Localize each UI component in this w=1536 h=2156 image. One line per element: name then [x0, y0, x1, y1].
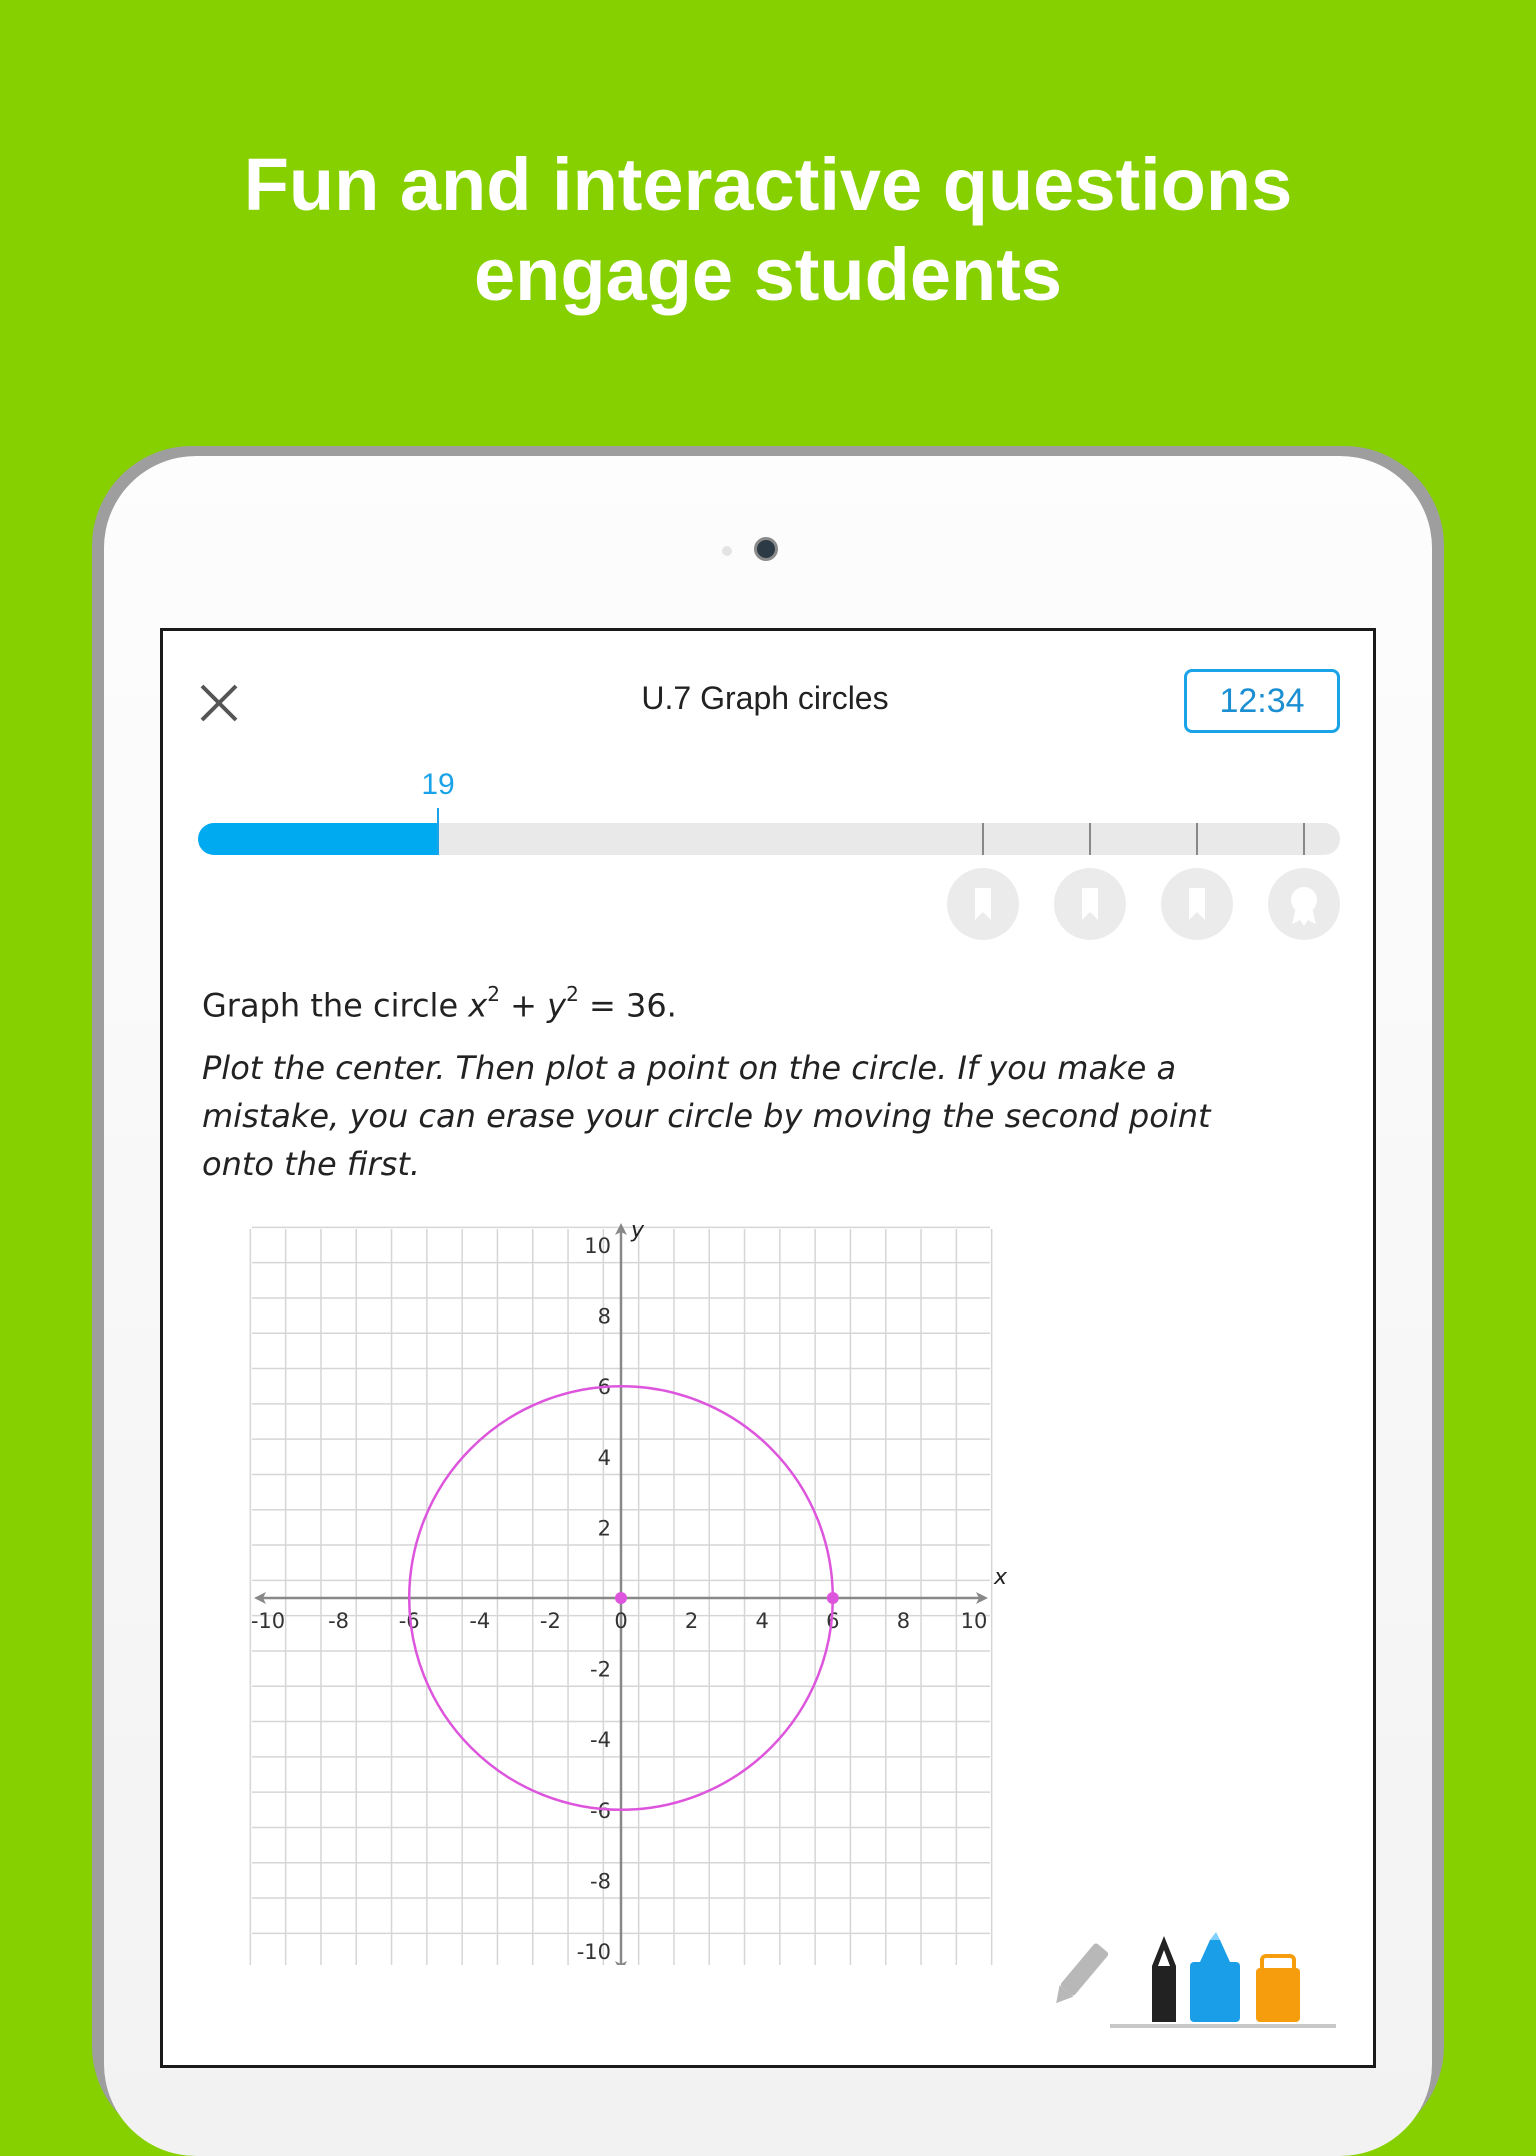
- camera-icon: [754, 537, 778, 561]
- milestone-badge: [1161, 868, 1233, 940]
- x-tick-label: -8: [328, 1609, 350, 1633]
- y-tick-label: 4: [597, 1445, 611, 1470]
- milestone-badge: [1268, 868, 1340, 940]
- plotted-point: [827, 1592, 839, 1604]
- milestone-tick: [1089, 823, 1091, 855]
- drawing-toolbar: [1040, 1928, 1340, 2032]
- x-tick-label: -10: [250, 1609, 286, 1633]
- y-tick-label: 10: [584, 1234, 611, 1258]
- tools-svg: [1040, 1928, 1340, 2028]
- bookmark-icon: [947, 868, 1019, 940]
- question-text: [202, 974, 677, 1030]
- progress-marker: [437, 808, 439, 855]
- y-tick-label: -8: [590, 1869, 611, 1894]
- milestone-tick: [982, 823, 984, 855]
- exponent: 2: [487, 982, 500, 1006]
- x-tick-label: 2: [684, 1609, 699, 1633]
- x-tick-label: 6: [826, 1609, 840, 1633]
- milestone-badge: [1054, 868, 1126, 940]
- y-tick-label: -4: [590, 1728, 611, 1753]
- x-tick-label: 0: [614, 1609, 628, 1633]
- progress-fill: [198, 823, 438, 855]
- question-prefix: Graph the circle: [202, 986, 469, 1025]
- y-tick-label: -6: [590, 1798, 611, 1823]
- close-icon: [196, 680, 242, 726]
- y-tick-label: 8: [597, 1304, 611, 1329]
- bookmark-icon: [1054, 868, 1126, 940]
- bookmark-icon: [1161, 868, 1233, 940]
- y-tick-label: -2: [590, 1657, 611, 1682]
- x-tick-label: 10: [960, 1609, 988, 1633]
- exponent: 2: [566, 982, 579, 1006]
- milestone-badge: [947, 868, 1019, 940]
- x-tick-label: -4: [469, 1609, 491, 1633]
- x-axis-label: x: [994, 1565, 1008, 1590]
- eraser-icon[interactable]: [1256, 1956, 1300, 2022]
- plus-sign: +: [499, 986, 548, 1025]
- coordinate-plane[interactable]: [248, 1215, 1018, 1965]
- progress-bar: [198, 823, 1340, 855]
- x-tick-label: 8: [896, 1609, 911, 1633]
- pen-icon[interactable]: [1152, 1936, 1176, 2022]
- light-sensor: [722, 546, 732, 556]
- y-tick-label: 6: [597, 1375, 611, 1400]
- pencil-icon[interactable]: [1049, 1942, 1109, 2009]
- instructions-text: Plot the center. Then plot a point on the circle. If you make a mistake, you can erase your circle by moving the second point onto the first.: [202, 1049, 1211, 1183]
- y-axis-label: y: [631, 1218, 645, 1243]
- question-suffix: = 36.: [578, 986, 677, 1025]
- milestone-tick: [1303, 823, 1305, 855]
- x-tick-label: 4: [755, 1609, 769, 1633]
- timer-button[interactable]: 12:34: [1184, 669, 1340, 733]
- page-title: U.7 Graph circles: [641, 680, 889, 716]
- headline: [0, 140, 1536, 320]
- y-tick-label: 2: [597, 1516, 611, 1541]
- award-ribbon-icon: [1268, 868, 1340, 940]
- y-tick-label: -10: [576, 1940, 611, 1964]
- variable-y: y: [547, 986, 567, 1025]
- score-label: 19: [421, 768, 455, 801]
- highlighter-icon[interactable]: [1190, 1932, 1240, 2022]
- x-tick-label: -2: [539, 1609, 561, 1633]
- close-button[interactable]: [196, 680, 242, 726]
- x-tick-label: -6: [398, 1609, 420, 1633]
- headline-line-1: Fun and interactive questions: [243, 143, 1293, 226]
- variable-x: x: [468, 986, 488, 1025]
- plotted-point: [615, 1592, 627, 1604]
- milestone-tick: [1196, 823, 1198, 855]
- headline-line-2: engage students: [474, 233, 1062, 316]
